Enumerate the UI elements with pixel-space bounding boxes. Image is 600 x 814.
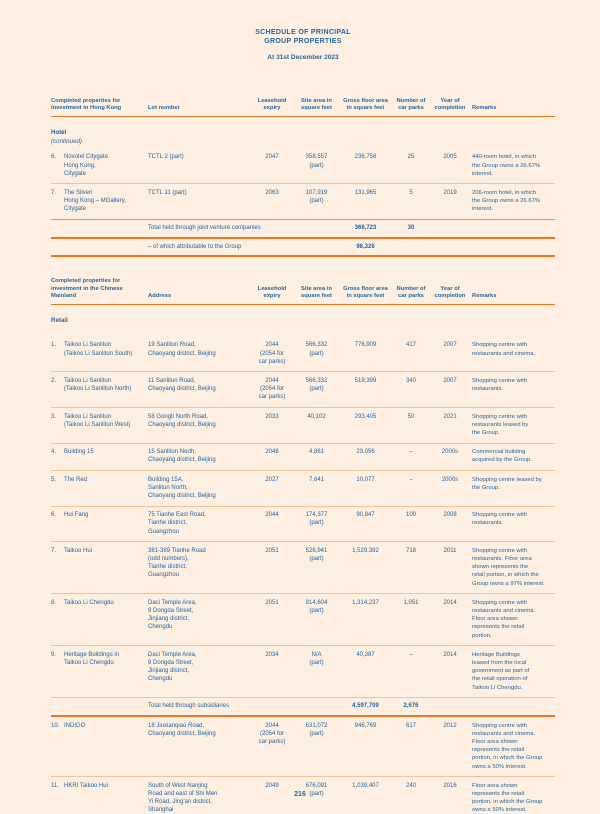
table-row: [51, 149, 555, 184]
cell-name: INDIGO: [64, 716, 148, 777]
col-header-properties: Completed properties for investment in Hong Kong: [51, 93, 148, 117]
cell-name: Heritage Buildings in Taikoo Li Chengdu: [64, 646, 148, 698]
col-header-car-parks: Number of car parks: [394, 93, 431, 117]
cell-num: 5.: [51, 471, 64, 507]
col-header-year-completion: Year of completion: [431, 273, 472, 304]
cell-remarks: Shopping centre with restaurants and cinema.: [472, 342, 536, 357]
table-row: [51, 408, 555, 444]
cell-expiry: 2034: [251, 646, 296, 698]
cell-site: 526,941 (part): [296, 542, 340, 594]
cell-gfa: 23,056: [340, 443, 394, 470]
col-header-site-area: Site area in square feet: [296, 273, 340, 304]
cell-year: 2011: [431, 542, 472, 594]
cell-name: HKRI Taikoo Hui: [64, 777, 148, 814]
cell-site: 631,072 (part): [296, 716, 340, 777]
cell-num: 11.: [51, 777, 64, 814]
cell-year: 2021: [431, 408, 472, 444]
cell-remarks: Shopping centre with restaurants.: [472, 372, 555, 408]
section-label: Hotel: [51, 129, 67, 137]
cell-gfa: 1,529,392: [340, 542, 394, 594]
cell-remarks: Shopping centre leased by the Group.: [472, 471, 555, 507]
cell-name: The Silveri Hong Kong – MGallery, Citygate: [64, 184, 148, 220]
cell-num: 10.: [51, 716, 64, 777]
cell-name: Taikoo Li Sanlitun (Taikoo Li Sanlitun South): [64, 342, 133, 357]
col-header-remarks: Remarks: [472, 93, 555, 117]
cell-parks: 100: [394, 506, 431, 542]
col-header-lot-number: Lot number: [148, 93, 251, 117]
cell-lot: 18 Jiuxianqiao Road, Chaoyang district, Beijing: [148, 716, 251, 777]
cell-expiry: 2047: [265, 154, 279, 161]
table-row: [51, 646, 555, 698]
col-header-gross-floor-area: Gross floor area in square feet: [340, 93, 394, 117]
cell-year: 2016: [431, 777, 472, 814]
cell-remarks: 440-room hotel, in which the Group owns a 26.67% interest.: [472, 154, 541, 177]
cell-num: 4.: [51, 443, 64, 470]
cell-expiry: 2051: [251, 542, 296, 594]
cell-year: 2007: [443, 342, 457, 349]
cell-parks: 50: [394, 408, 431, 444]
cell-expiry: 2048: [251, 443, 296, 470]
cell-site: 4,861: [296, 443, 340, 470]
cell-expiry: 2044 (2054 for car parks): [251, 716, 296, 777]
table-header-row: [51, 93, 555, 117]
page-title-line2: GROUP PROPERTIES: [264, 38, 342, 45]
cell-lot: 75 Tianhe East Road, Tianhe district, Guangzhou: [148, 506, 251, 542]
cell-parks: 617: [394, 716, 431, 777]
col-header-site-area: Site area in square feet: [296, 93, 340, 117]
cell-num: 9.: [51, 646, 64, 698]
cell-year: 2000s: [431, 471, 472, 507]
col-header-year-completion: Year of completion: [431, 93, 472, 117]
cell-name: Hui Fang: [64, 506, 148, 542]
cell-gfa: 40,387: [340, 646, 394, 698]
cell-parks: 1,051: [394, 594, 431, 646]
total-label: Total held through subsidiaries: [148, 698, 340, 716]
cell-expiry: 2049: [251, 777, 296, 814]
cell-remarks: Shopping centre with restaurants and cinema. Floor area shown represents the retail portion.: [472, 594, 555, 646]
cell-num: 1.: [51, 342, 57, 349]
page-number: 216: [294, 791, 306, 798]
cell-site: N/A (part): [296, 646, 340, 698]
cell-remarks: Shopping centre with restaurants.: [472, 506, 555, 542]
cell-parks: 718: [394, 542, 431, 594]
section-note: (continued): [51, 137, 82, 145]
cell-remarks: Heritage Buildings leased from the local government as part of the retail operation of Taikoo Li Chengdu.: [472, 646, 555, 698]
cell-expiry: 2044: [251, 506, 296, 542]
cell-name: Taikoo Li Chengdu: [64, 594, 148, 646]
col-header-gross-floor-area: Gross floor area in square feet: [340, 273, 394, 304]
cell-site: 358,557 (part): [305, 154, 328, 169]
hong-kong-properties-table: [51, 93, 555, 257]
cell-year: 2019: [431, 184, 472, 220]
cell-num: 3.: [51, 408, 64, 444]
section-header-retail: [51, 305, 555, 337]
total-car-parks: 2,676: [394, 698, 431, 716]
cell-name: Novotel Citygate Hong Kong, Citygate: [64, 154, 109, 177]
section-label: Retail: [51, 317, 68, 325]
total-car-parks: [394, 238, 431, 256]
cell-lot: Building 15A, Sanlitun North, Chaoyang district, Beijing: [148, 471, 251, 507]
cell-gfa: 519,399: [340, 372, 394, 408]
cell-name: The Red: [64, 471, 148, 507]
cell-parks: 240: [394, 777, 431, 814]
cell-lot: 58 Gongti North Road, Chaoyang district, Beijing: [148, 408, 251, 444]
cell-year: 2014: [431, 594, 472, 646]
cell-gfa: 10,077: [340, 471, 394, 507]
cell-remarks: Shopping centre with restaurants. Floor area shown represents the retail portion, in which the Group owns a 97% interest.: [472, 542, 555, 594]
cell-site: 566,332 (part): [305, 342, 328, 357]
cell-remarks: Floor area shown represents the retail portion, in which the Group owns a 50% interest.: [472, 777, 555, 814]
table-row: [51, 443, 555, 470]
total-car-parks: 30: [394, 220, 431, 238]
report-date: At 31st December 2023: [267, 54, 339, 61]
total-gross-floor-area: 4,597,709: [340, 698, 394, 716]
cell-parks: 417: [406, 342, 417, 349]
table-row: [51, 542, 555, 594]
cell-num: 6.: [51, 506, 64, 542]
cell-expiry: 2063: [251, 184, 296, 220]
cell-parks: 340: [394, 372, 431, 408]
total-gross-floor-area: 368,723: [340, 220, 394, 238]
cell-lot: Daci Temple Area, 9 Dongda Street, Jinjiang district, Chengdu: [148, 594, 251, 646]
cell-site: 676,091 (part): [296, 777, 340, 814]
cell-lot: TCTL 11 (part): [148, 184, 251, 220]
col-header-car-parks: Number of car parks: [394, 273, 431, 304]
cell-site: 40,102: [296, 408, 340, 444]
cell-num: 7.: [51, 184, 64, 220]
total-label: Total held through joint venture companies: [148, 220, 340, 238]
cell-lot: 11 Sanlitun Road, Chaoyang district, Beijing: [148, 372, 251, 408]
cell-year: 2012: [431, 716, 472, 777]
cell-gfa: 946,769: [340, 716, 394, 777]
cell-year: 2014: [431, 646, 472, 698]
cell-num: 6.: [51, 154, 57, 161]
page-title-line1: SCHEDULE OF PRINCIPAL: [255, 29, 351, 36]
cell-gfa: 131,965: [340, 184, 394, 220]
cell-year: 2007: [431, 372, 472, 408]
total-gross-floor-area: 98,326: [340, 238, 394, 256]
cell-remarks: Commercial building acquired by the Group.: [472, 443, 555, 470]
cell-site: 814,604 (part): [296, 594, 340, 646]
cell-expiry: 2044 (2054 for car parks): [258, 342, 286, 365]
table-row: [51, 471, 555, 507]
cell-parks: –: [394, 646, 431, 698]
cell-gfa: 293,405: [340, 408, 394, 444]
col-header-leasehold-expiry: Leasehold expiry: [251, 273, 296, 304]
cell-site: 174,377 (part): [296, 506, 340, 542]
cell-expiry: 2044 (2054 for car parks): [251, 372, 296, 408]
cell-lot: 19 Sanlitun Road, Chaoyang district, Beijing: [148, 342, 216, 357]
table-row: [51, 372, 555, 408]
cell-name: Taikoo Li Sanlitun (Taikoo Li Sanlitun West): [64, 408, 148, 444]
cell-num: 2.: [51, 372, 64, 408]
page-title: [51, 28, 555, 46]
cell-lot: TCTL 2 (part): [148, 154, 184, 161]
total-row-attributable: [51, 238, 555, 256]
cell-name: Taikoo Li Sanlitun (Taikoo Li Sanlitun North): [64, 372, 148, 408]
cell-lot: Daci Temple Area, 9 Dongda Street, Jinjiang district, Chengdu: [148, 646, 251, 698]
col-header-properties: Completed properties for investment in the Chinese Mainland: [51, 273, 148, 304]
cell-name: Building 15: [64, 443, 148, 470]
cell-site: 7,641: [296, 471, 340, 507]
cell-name: Taikoo Hui: [64, 542, 148, 594]
cell-parks: –: [394, 471, 431, 507]
table-row: [51, 506, 555, 542]
col-header-leasehold-expiry: Leasehold expiry: [251, 93, 296, 117]
cell-gfa: 236,758: [354, 154, 377, 161]
cell-site: 566,332 (part): [296, 372, 340, 408]
cell-site: 107,919 (part): [296, 184, 340, 220]
cell-lot: 381-389 Tianhe Road (odd numbers), Tianhe district, Guangzhou: [148, 542, 251, 594]
table-row: [51, 337, 555, 372]
col-header-remarks: Remarks: [472, 273, 555, 304]
cell-parks: 5: [394, 184, 431, 220]
cell-num: 7.: [51, 542, 64, 594]
cell-parks: 25: [407, 154, 415, 161]
cell-expiry: 2051: [251, 594, 296, 646]
total-row-joint-ventures: [51, 220, 555, 238]
cell-year: 2005: [443, 154, 457, 161]
cell-gfa: 1,314,237: [340, 594, 394, 646]
total-row-subsidiaries: [51, 698, 555, 716]
table-header-row: [51, 273, 555, 304]
cell-remarks: 206-room hotel, in which the Group owns a 26.67% interest.: [472, 184, 555, 220]
cell-parks: –: [394, 443, 431, 470]
cell-num: 8.: [51, 594, 64, 646]
cell-gfa: 90,847: [340, 506, 394, 542]
cell-year: 2008: [431, 506, 472, 542]
cell-gfa: 1,039,407: [340, 777, 394, 814]
total-label: – of which attributable to the Group: [148, 238, 340, 256]
table-row: [51, 594, 555, 646]
cell-expiry: 2033: [251, 408, 296, 444]
cell-lot: South of West Nanjing Road and east of Shi Men Yi Road, Jing'an district, Shanghai: [148, 777, 251, 814]
chinese-mainland-properties-table: [51, 273, 555, 814]
cell-expiry: 2027: [251, 471, 296, 507]
document-header: [51, 28, 555, 61]
table-row: [51, 716, 555, 777]
cell-lot: 15 Sanlitun North, Chaoyang district, Beijing: [148, 443, 251, 470]
cell-remarks: Shopping centre with restaurants leased by the Group.: [472, 408, 555, 444]
cell-gfa: 776,909: [354, 342, 377, 349]
table-row: [51, 184, 555, 220]
section-header-hotel: [51, 117, 555, 149]
cell-remarks: Shopping centre with restaurants and cinema. Floor area shown represents the retail portion, in which the Group owns a 50% interest.: [472, 716, 555, 777]
col-header-address: Address: [148, 273, 251, 304]
cell-year: 2000s: [431, 443, 472, 470]
